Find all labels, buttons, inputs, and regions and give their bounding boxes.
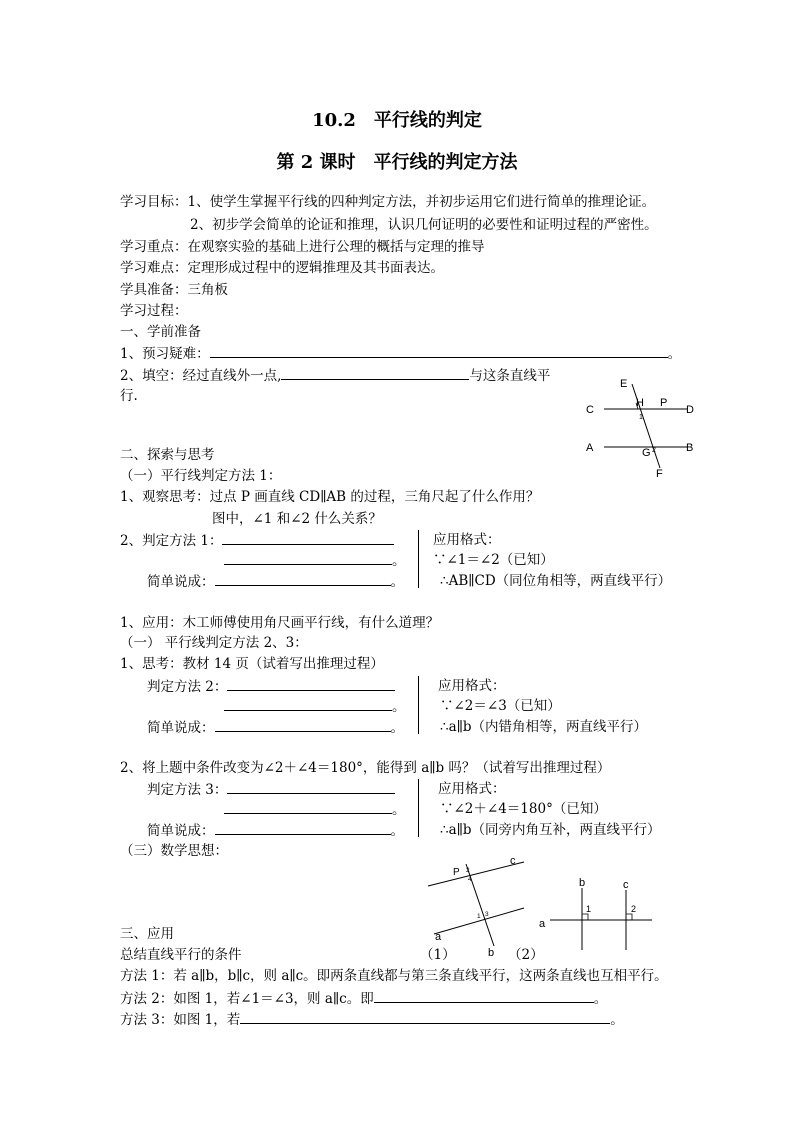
method-2-blank-2[interactable]: [224, 697, 392, 711]
method-3-short-end: 。: [390, 823, 404, 839]
method-1-short-end: 。: [390, 574, 404, 590]
summary-heading: 总结直线平行的条件: [120, 947, 242, 963]
fig2-angle-1: 1: [586, 904, 592, 914]
label-h: H: [636, 397, 644, 409]
method-3-label: 判定方法 3：: [147, 782, 228, 798]
method-2-line-2: [224, 697, 406, 716]
method-1-heading: （一）平行线判定方法 1：: [120, 468, 282, 484]
method-3-blank-2[interactable]: [224, 800, 392, 814]
method-1-line-2: [224, 551, 406, 570]
preview-label: 1、预习疑难：: [120, 346, 210, 362]
fig1-label-p: P: [453, 867, 460, 878]
label-p: P: [660, 397, 668, 409]
method-1-blank-2[interactable]: [224, 551, 392, 565]
method-2-short: [147, 718, 404, 737]
preview-question: [120, 344, 681, 363]
method-2-end: 。: [392, 699, 406, 715]
apply-question: 1、应用：木工师傅使用角尺画平行线，有什么道理？: [120, 615, 440, 631]
method-3-format-1: ∵∠2＋∠4＝180°（已知）: [440, 801, 607, 817]
figure-1-caption: （1）: [420, 947, 456, 963]
observe-question-2: 图中，∠1 和∠2 什么关系？: [212, 511, 382, 527]
way-3-blank[interactable]: [240, 1010, 610, 1024]
way-2-text: 方法 2：如图 1，若∠1＝∠3，则 a∥c。即: [120, 991, 374, 1007]
objective-1: 1、使学生掌握平行线的四种判定方法，并初步运用它们进行简单的推理论证。: [187, 194, 656, 210]
fig1-angle-2: 2: [466, 867, 470, 874]
fill-label: 2、填空：经过直线外一点,: [120, 368, 282, 384]
method-3-blank[interactable]: [227, 780, 395, 794]
observe-question: 1、观察思考：过点 P 画直线 CD∥AB 的过程，三角尺起了什么作用？: [120, 489, 540, 505]
fill-tail-2: 行.: [120, 388, 138, 404]
method-1-label: 2、判定方法 1：: [120, 533, 223, 549]
angle-1-label: 1: [639, 414, 643, 421]
method-3-format-label: 应用格式：: [438, 781, 506, 797]
method-3-short-label: 简单说成：: [147, 823, 215, 839]
fig1-angle-1: 1: [477, 913, 481, 920]
fig1-angle-4: 4: [468, 876, 472, 883]
label-c: C: [586, 404, 594, 416]
page-subtitle: 第 2 课时 平行线的判定方法: [276, 152, 518, 173]
method-1-format-1: ∵∠1＝∠2（已知）: [433, 552, 554, 568]
way-3-end: 。: [610, 1012, 624, 1028]
math-idea-heading: （三）数学思想：: [120, 843, 228, 859]
objectives-label: 学习目标：: [120, 194, 188, 210]
change-condition-question: 2、将上题中条件改变为∠2＋∠4＝180°，能得到 a∥b 吗？（试着写出推理过程）: [120, 760, 611, 776]
fill-question: [120, 366, 550, 385]
fig2-right-angle-2: [626, 914, 632, 920]
way-3-text: 方法 3：如图 1，若: [120, 1012, 241, 1028]
method-2-format-1: ∵∠2＝∠3（已知）: [440, 698, 561, 714]
fill-blank[interactable]: [281, 366, 469, 380]
way-2: [120, 989, 607, 1008]
methods-2-3-heading: （一） 平行线判定方法 2、3：: [120, 635, 308, 651]
learning-difficulty: 学习难点：定理形成过程中的逻辑推理及其书面表达。: [120, 260, 444, 276]
method-2-line: [147, 677, 395, 696]
divider-1: [418, 530, 419, 588]
fig2-label-a: a: [539, 918, 546, 930]
label-d: D: [686, 404, 694, 416]
method-2-label: 判定方法 2：: [147, 679, 228, 695]
think-question: 1、思考：教材 14 页（试着写出推理过程）: [120, 656, 384, 672]
method-3-short-blank[interactable]: [215, 821, 391, 835]
method-3-line-2: [224, 800, 406, 819]
objective-2: 2、初步学会简单的论证和推理，认识几何证明的必要性和证明过程的严密性。: [190, 217, 658, 233]
fig2-angle-2: 2: [631, 904, 637, 914]
method-2-short-end: 。: [390, 720, 404, 736]
method-1-end: 。: [392, 553, 406, 569]
learning-tools: 学具准备：三角板: [120, 282, 228, 298]
label-b: B: [686, 442, 694, 454]
section-3-heading: 三、应用: [120, 926, 174, 942]
objectives-line1: [120, 193, 655, 211]
method-2-format-label: 应用格式：: [438, 678, 506, 694]
method-1-short-blank[interactable]: [215, 572, 391, 586]
way-2-blank[interactable]: [374, 989, 594, 1003]
method-1-short-label: 简单说成：: [147, 574, 215, 590]
figure-2: [534, 872, 660, 952]
fig1-label-a: a: [435, 931, 442, 943]
fig1-label-c: c: [510, 855, 516, 867]
label-g: G: [642, 447, 651, 459]
method-1-format-2: ∴AB∥CD（同位角相等，两直线平行）: [440, 573, 672, 589]
way-3: [120, 1010, 624, 1029]
fig1-label-b: b: [488, 947, 495, 959]
method-2-short-blank[interactable]: [215, 718, 391, 732]
figure-2-caption: （2）: [508, 947, 544, 963]
method-1-format-label: 应用格式：: [433, 532, 501, 548]
label-e: E: [620, 378, 628, 390]
section-1-heading: 一、学前准备: [120, 324, 201, 340]
method-1-blank[interactable]: [222, 531, 394, 545]
method-3-format-2: ∴a∥b（同旁内角互补，两直线平行）: [440, 822, 661, 838]
fig2-right-angle-1: [582, 914, 588, 920]
preview-blank[interactable]: [210, 344, 668, 358]
method-3-line: [147, 780, 395, 799]
method-1-short: [147, 572, 404, 591]
method-2-blank[interactable]: [227, 677, 395, 691]
label-a: A: [586, 442, 594, 454]
method-3-end: 。: [392, 802, 406, 818]
learning-focus: 学习重点：在观察实验的基础上进行公理的概括与定理的推导: [120, 239, 485, 255]
section-2-heading: 二、探索与思考: [120, 447, 215, 463]
learning-process: 学习过程：: [120, 303, 188, 319]
figure-parallel-lines: [578, 372, 708, 484]
fig2-label-b: b: [579, 877, 586, 889]
way-2-end: 。: [593, 991, 608, 1007]
method-2-short-label: 简单说成：: [147, 720, 215, 736]
divider-2: [418, 676, 419, 734]
fig2-label-c: c: [623, 879, 629, 891]
divider-3: [418, 779, 419, 837]
fig1-angle-3: 3: [485, 911, 489, 918]
label-f: F: [656, 468, 663, 480]
fill-tail: 与这条直线平: [469, 368, 551, 384]
method-3-short: [147, 821, 404, 840]
fig1-line-a: [434, 908, 524, 934]
method-2-format-2: ∴a∥b（内错角相等，两直线平行）: [440, 719, 648, 735]
figure-1: [420, 852, 538, 960]
angle-2-label: 2: [652, 447, 656, 454]
preview-end: 。: [667, 346, 682, 362]
way-1: 方法 1：若 a∥b，b∥c，则 a∥c。即两条直线都与第三条直线平行，这两条直线也互相平行。: [120, 968, 668, 984]
method-1-line: [120, 531, 394, 550]
page-title: 10.2 平行线的判定: [312, 110, 482, 131]
